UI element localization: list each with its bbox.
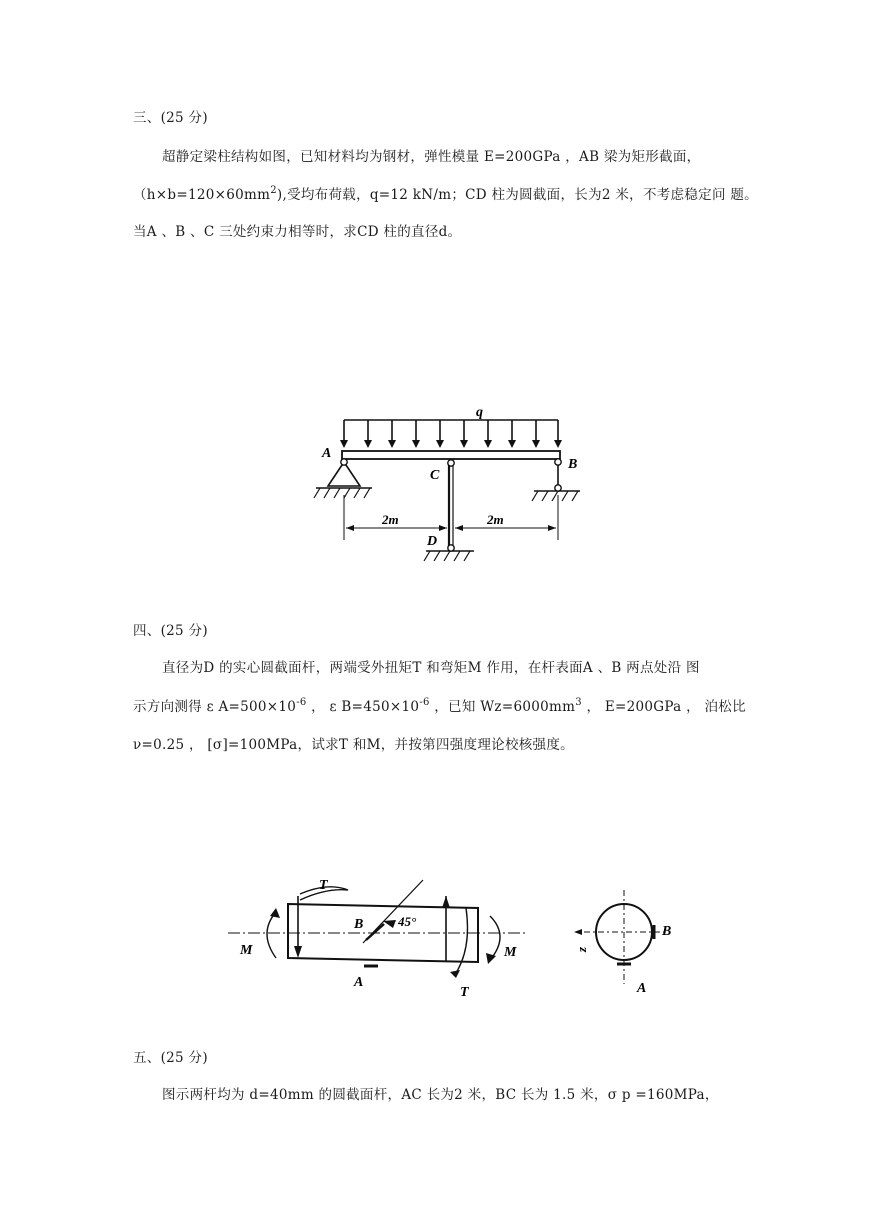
- section3-line1: 超静定梁柱结构如图，已知材料均为钢材，弹性模量 E=200GPa ，AB 梁为矩形截面，: [162, 149, 701, 165]
- label-M-left: M: [240, 943, 253, 958]
- section4-line2-c: ，已知 Wz=6000mm: [429, 699, 576, 715]
- section3-line2-sup: 2: [270, 185, 277, 196]
- section4-line1: 直径为D 的实心圆截面杆，两端受外扭矩T 和弯矩M 作用，在杆表面A 、B 两点处沿 图: [162, 660, 700, 676]
- section3-line2-pre: （h×b=120×60mm: [133, 187, 271, 203]
- section4-line3: ν=0.25 ， [σ]=100MPa，试求T 和M，并按第四强度理论校核强度。: [133, 737, 574, 753]
- section4-line2-b: ， ε B=450×10: [306, 699, 420, 715]
- section4-line2-a: 示方向测得 ε A=500×10: [133, 699, 297, 715]
- beam-column-figure: [310, 400, 600, 575]
- label-q: q: [476, 405, 483, 420]
- section4-line2-d: ， E=200GPa ， 泊松比: [581, 699, 746, 715]
- label-A: A: [354, 975, 364, 990]
- section4-line2-sup1: -6: [296, 697, 307, 708]
- section5-line1: 图示两杆均为 d=40mm 的圆截面杆，AC 长为2 米，BC 长为 1.5 米，σ p =160MPa，: [162, 1087, 719, 1103]
- cs-label-A: A: [637, 981, 647, 996]
- section5-heading: 五、(25 分): [133, 1050, 208, 1066]
- dim-left: 2m: [382, 512, 399, 527]
- section3-line2-post: ),受均布荷载，q=12 kN/m；CD 柱为圆截面，长为2 米，不考虑稳定问 题。: [276, 187, 758, 203]
- section4-line2-sup2: -6: [419, 697, 430, 708]
- label-A: A: [322, 446, 332, 461]
- label-T-top: T: [319, 878, 328, 893]
- cs-label-z: z: [574, 946, 589, 952]
- section3-line3: 当A 、B 、C 三处约束力相等时，求CD 柱的直径d。: [133, 224, 462, 240]
- section3-heading: 三、(25 分): [133, 110, 208, 126]
- cs-label-B: B: [662, 924, 672, 939]
- section3-line2: [133, 183, 758, 203]
- dim-right: 2m: [487, 512, 504, 527]
- label-T-bottom: T: [460, 985, 469, 998]
- section4-line2: [133, 695, 746, 715]
- label-45deg: 45°: [398, 914, 417, 929]
- label-D: D: [427, 534, 438, 549]
- section4-line2-sup3: 3: [575, 697, 582, 708]
- shaft-figure: [228, 868, 688, 998]
- label-B: B: [568, 457, 578, 472]
- load-arrows: [344, 420, 558, 446]
- label-B: B: [354, 917, 364, 932]
- label-M-right: M: [504, 945, 517, 960]
- label-C: C: [430, 468, 440, 483]
- section4-heading: 四、(25 分): [133, 623, 208, 639]
